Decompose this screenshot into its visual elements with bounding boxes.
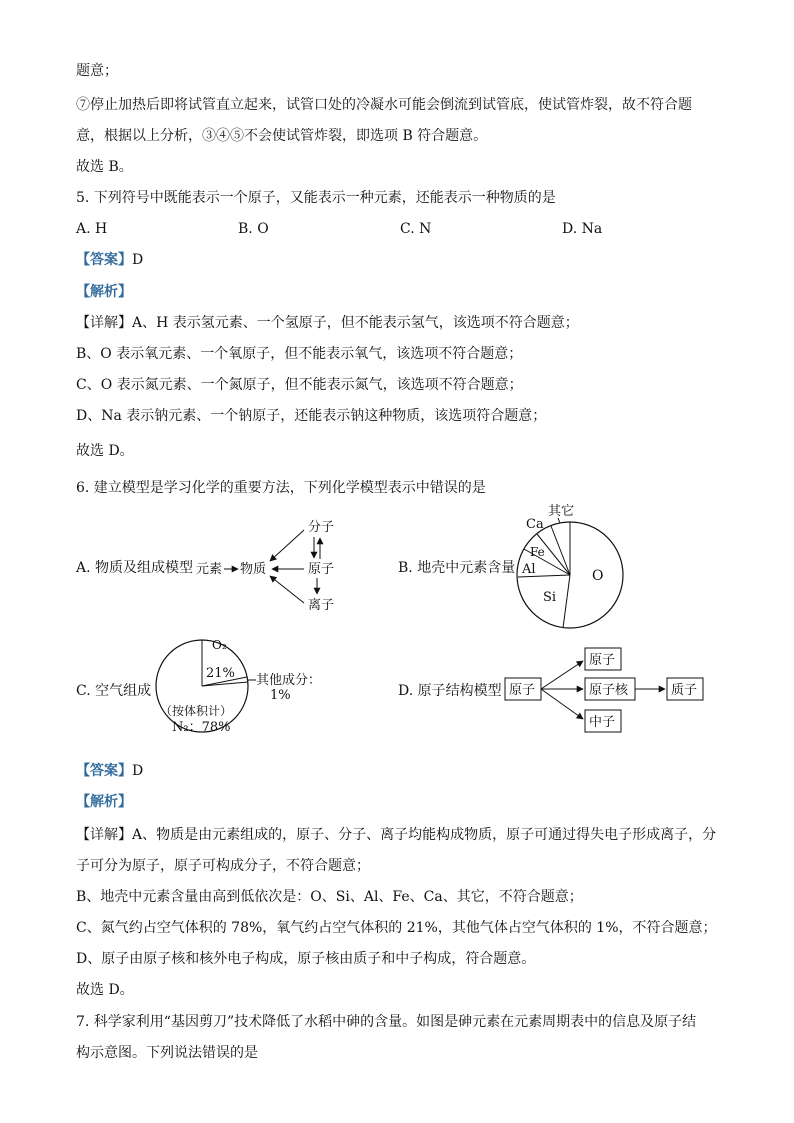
fig-d-label: D. 原子结构模型 <box>398 683 502 699</box>
detail-line: 子可分为原子，原子可构成分子，不符合题意； <box>76 858 370 874</box>
fig-c-pie <box>156 638 321 735</box>
detail-line: 【详解】A、H 表示氢元素、一个氢原子，但不能表示氢气，该选项不符合题意； <box>76 315 579 331</box>
text-line: ⑦停止加热后即将试管直立起来，试管口处的冷凝水可能会倒流到试管底，使试管炸裂，故不符合题 <box>76 97 692 113</box>
choice-line: 故选 D。 <box>76 443 134 459</box>
detail-line: B、O 表示氧元素、一个氧原子，但不能表示氧气，该选项不符合题意； <box>76 346 523 362</box>
option-a: A. H <box>76 221 108 237</box>
fig-a-atom: 原子 <box>308 562 335 577</box>
pie-label-o2: O₂ <box>212 638 227 652</box>
pie-label-other: 其它 <box>548 504 575 519</box>
pie-label-si: Si <box>543 590 557 605</box>
fig-b-label: B. 地壳中元素含量 <box>398 560 516 576</box>
detail-line: 【详解】A、物质是由元素组成的，原子、分子、离子均能构成物质，原子可通过得失电子形成离子，分 <box>76 827 717 843</box>
detail-line: D、Na 表示钠元素、一个钠原子，还能表示钠这种物质，该选项符合题意； <box>76 408 547 424</box>
box-nucleus-text: 原子核 <box>589 683 629 698</box>
fig-a-ion: 离子 <box>308 598 335 613</box>
pie-label-other-pct: 1% <box>270 688 291 703</box>
pie-label-al: Al <box>522 562 536 577</box>
pie-label-fe: Fe <box>530 545 545 559</box>
analysis-tag: 【解析】 <box>76 794 132 810</box>
fig-a-molecule: 分子 <box>308 520 335 535</box>
option-b: B. O <box>238 221 269 237</box>
box-proton-text: 质子 <box>671 683 698 698</box>
arrow <box>541 661 583 689</box>
answer-value: D <box>132 763 144 779</box>
box-atom-text: 原子 <box>509 683 536 698</box>
text-line: 意，根据以上分析，③④⑤不会使试管炸裂，即选项 B 符合题意。 <box>76 128 488 144</box>
answer-line <box>76 762 143 780</box>
detail-line: C、O 表示氮元素、一个氮原子，但不能表示氮气，该选项不符合题意； <box>76 377 523 393</box>
option-d: D. Na <box>562 221 603 237</box>
choice-line: 故选 D。 <box>76 982 134 998</box>
pie-label-o2-pct: 21% <box>206 666 235 681</box>
arrow <box>270 530 304 561</box>
analysis-tag: 【解析】 <box>76 284 132 300</box>
text-line: 故选 B。 <box>76 159 133 175</box>
answer-tag: 【答案】 <box>76 252 132 268</box>
detail-line: D、原子由原子核和核外电子构成，原子核由质子和中子构成，符合题意。 <box>76 951 536 967</box>
fig-b-pie <box>517 503 623 628</box>
option-c: C. N <box>400 221 432 237</box>
question-6: 6. 建立模型是学习化学的重要方法，下列化学模型表示中错误的是 <box>76 480 486 496</box>
pie-label-other: 其他成分： <box>256 673 322 688</box>
arrow <box>270 576 304 603</box>
detail-line: B、地壳中元素含量由高到低依次是：O、Si、Al、Fe、Ca、其它，不符合题意； <box>76 889 583 905</box>
answer-tag: 【答案】 <box>76 763 132 779</box>
fig-a-diagram <box>196 520 334 613</box>
question-7-cont: 构示意图。下列说法错误的是 <box>76 1045 258 1061</box>
fig-a-substance: 物质 <box>240 562 267 577</box>
fig-c-label: C. 空气组成 <box>76 683 152 699</box>
answer-value: D <box>132 252 144 268</box>
pie-label-n2: N₂：78% <box>172 720 231 735</box>
arrow <box>541 689 583 719</box>
text-line: 题意； <box>76 63 118 79</box>
question-5: 5. 下列符号中既能表示一个原子，又能表示一种元素，还能表示一种物质的是 <box>76 190 556 206</box>
box-neutron-text: 中子 <box>589 715 616 730</box>
pie-label-o: O <box>592 568 604 584</box>
fig-d-diagram <box>505 648 703 732</box>
question-7: 7. 科学家利用“基因剪刀”技术降低了水稻中砷的含量。如图是砷元素在元素周期表中的信息及原子结 <box>76 1014 697 1030</box>
detail-line: C、氮气约占空气体积的 78%，氧气约占空气体积的 21%，其他气体占空气体积的 1%，不符合题意； <box>76 920 717 936</box>
pie-note: （按体积计） <box>160 704 233 718</box>
pie-label-ca: Ca <box>526 517 544 532</box>
fig-a-element: 元素 <box>196 562 223 577</box>
box-top-text: 原子 <box>589 653 616 668</box>
fig-a-label: A. 物质及组成模型 <box>76 560 194 576</box>
